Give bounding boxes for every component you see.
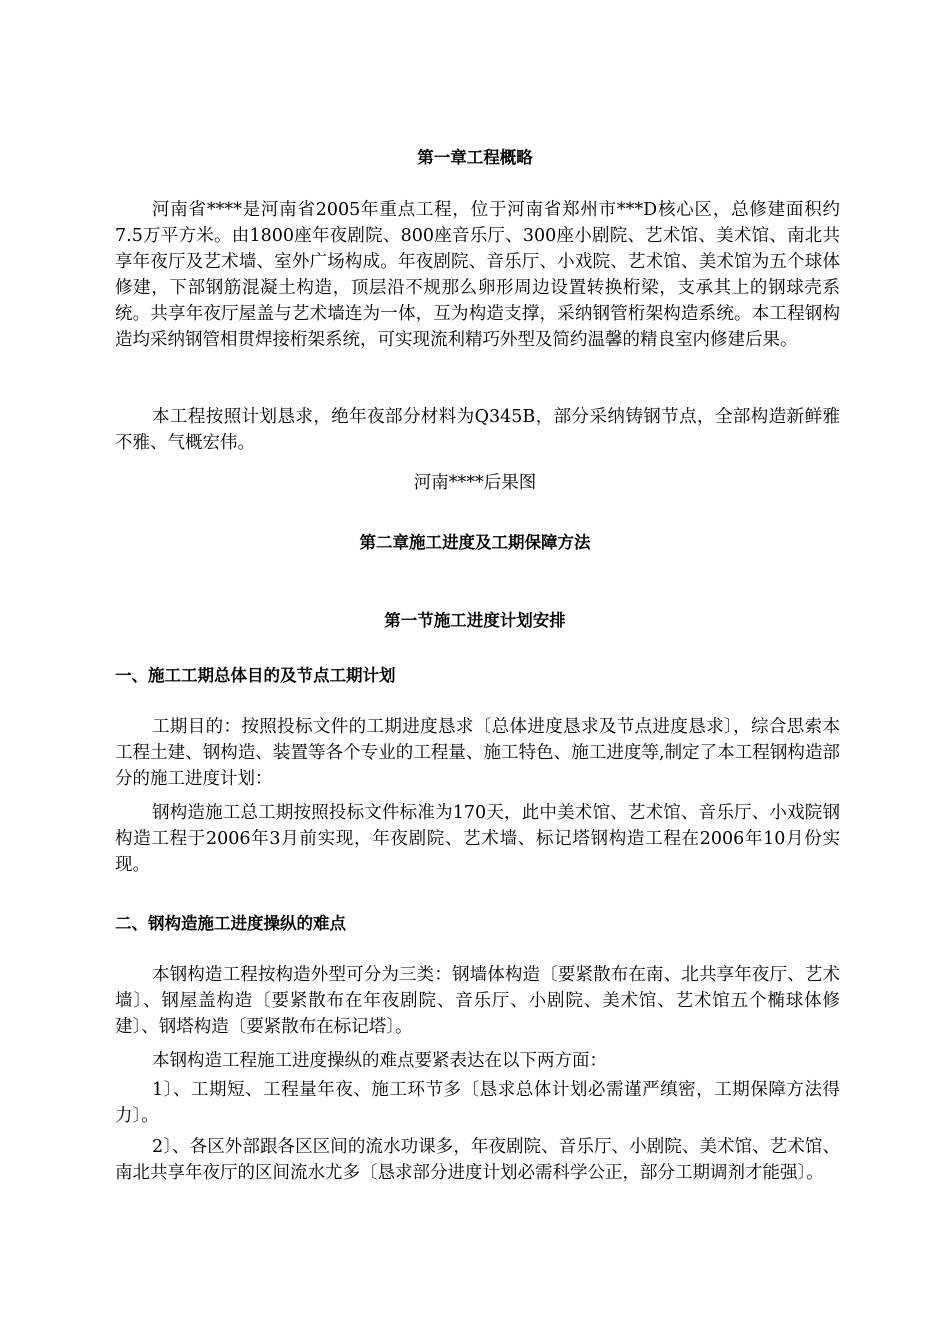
part1-paragraph-2: 钢构造施工总工期按照投标文件标准为170天，此中美术馆、艺术馆、音乐厅、小戏院钢构造工程于2006年3月前实现，年夜剧院、艺术墙、标记塔钢构造工程在2006年10月份实现。 bbox=[115, 803, 840, 875]
part2-paragraph-3: 1〕、工期短、工程量年夜、施工环节多〔恳求总体计划必需谨严缜密，工期保障方法得力〕。 bbox=[115, 1080, 840, 1126]
chapter1-paragraph-2: 本工程按照计划恳求，绝年夜部分材料为Q345B，部分采纳铸钢节点，全部构造新鲜雅不雅、气概宏伟。 bbox=[115, 407, 840, 453]
part2-paragraph-4: 2〕、各区外部跟各区区间的流水功课多，年夜剧院、音乐厅、小剧院、美术馆、艺术馆、南北共享年夜厅的区间流水尤多〔恳求部分进度计划必需科学公正，部分工期调剂才能强〕。 bbox=[115, 1137, 840, 1183]
chapter1-title: 第一章工程概略 bbox=[417, 148, 533, 167]
part2-paragraph-1: 本钢构造工程按构造外型可分为三类：钢墙体构造〔要紧散布在南、北共享年夜厅、艺术墙〕、钢屋盖构造〔要紧散布在年夜剧院、音乐厅、小剧院、美术馆、艺术馆五个椭球体修建〕、钢塔构造〔要紧散布在标记塔〕。 bbox=[115, 965, 840, 1037]
part2-paragraph-2: 本钢构造工程施工进度操纵的难点要紧表达在以下两方面： bbox=[152, 1051, 607, 1071]
section1-title: 第一节施工进度计划安排 bbox=[384, 611, 566, 630]
chapter2-title: 第二章施工进度及工期保障方法 bbox=[359, 533, 591, 552]
part2-title: 二、钢构造施工进度操纵的难点 bbox=[115, 914, 346, 933]
figure-caption: 河南****后果图 bbox=[413, 473, 537, 493]
chapter1-paragraph-1: 河南省****是河南省2005年重点工程，位于河南省郑州市***D核心区，总修建面积约7.5万平方米。由1800座年夜剧院、800座音乐厅、300座小剧院、艺术馆、美术馆、南北共享年夜厅及艺术墙、室外广场构成。年夜剧院、音乐厅、小戏院、艺术馆、美术馆为五个球体修建，下部钢筋混凝土构造，顶层沿不规那么卵形周边设置转换桁梁，支承其上的钢球壳系统。共享年夜厅屋盖与艺术墙连为一体，互为构造支撑，采纳钢管桁架构造系统。本工程钢构造均采纳钢管相贯焊接桁架系统，可实现流利精巧外型及简约温馨的精良室内修建后果。 bbox=[115, 200, 840, 350]
part1-title: 一、施工工期总体目的及节点工期计划 bbox=[115, 666, 396, 685]
part1-paragraph-1: 工期目的：按照投标文件的工期进度恳求〔总体进度恳求及节点进度恳求〕，综合思索本工程土建、钢构造、装置等各个专业的工程量、施工特色、施工进度等,制定了本工程钢构造部分的施工进度计划： bbox=[115, 717, 840, 789]
